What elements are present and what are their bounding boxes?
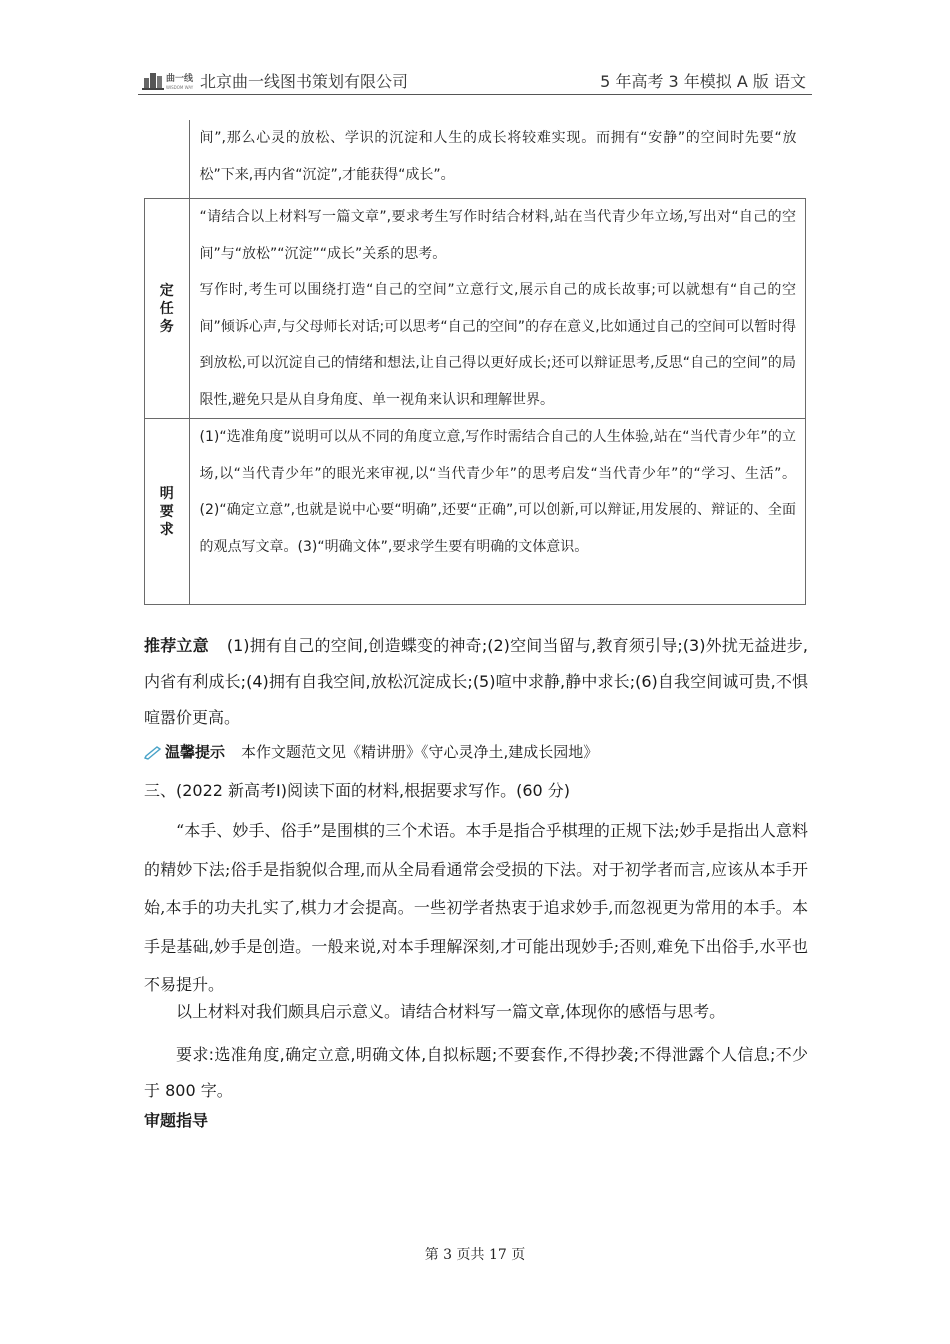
pencil-icon: [144, 746, 162, 760]
recommend-text: (1)拥有自己的空间,创造蝶变的神奇;(2)空间当留与,教育须引导;(3)外扰无益进步,内省有利成长;(4)拥有自我空间,放松沉淀成长;(5)喧中求静,静中求长;(6)自我空间诚可贵,不惧喧嚣价更高。: [144, 636, 808, 727]
svg-text:曲一线: 曲一线: [166, 74, 194, 84]
svg-text:WISDOM WAY: WISDOM WAY: [166, 85, 194, 90]
row-label-text: 定任务: [159, 282, 174, 335]
row-label: [145, 419, 190, 605]
row-content: 间”,那么心灵的放松、学识的沉淀和人生的成长将较难实现。而拥有“安静”的空间时先要“放松”下来,再内省“沉淀”,才能获得“成长”。: [189, 120, 806, 199]
row-label-empty: [145, 120, 190, 199]
row-label: [145, 199, 190, 419]
recommended-theses: [144, 628, 808, 736]
table-row: [145, 199, 806, 419]
table-row: [145, 419, 806, 605]
page-header: [138, 66, 812, 95]
task-paragraph-2: 写作时,考生可以围绕打造“自己的空间”立意行文,展示自己的成长故事;可以就想有“自己的空间”倾诉心声,与父母师长对话;可以思考“自己的空间”的存在意义,比如通过自己的空间可以暂时得到放松,可以沉淀自己的情绪和想法,让自己得以更好成长;还可以辩证思考,反思“自己的空间”的局限性,避免只是从自身角度、单一视角来认识和理解世界。: [199, 282, 796, 408]
row-label-text: 明要求: [159, 485, 174, 538]
page-number: 第 3 页共 17 页: [424, 1247, 526, 1263]
tip-line: [144, 741, 808, 763]
section-heading: 审题指导: [144, 1111, 209, 1130]
row-content: [189, 199, 806, 419]
question-title: 三、(2022 新高考Ⅰ)阅读下面的材料,根据要求写作。(60 分): [144, 781, 571, 800]
company-name: 北京曲一线图书策划有限公司: [200, 72, 409, 91]
recommend-label: 推荐立意: [144, 636, 209, 655]
publisher-logo: [142, 68, 198, 92]
tip-label: 温馨提示: [165, 743, 226, 761]
question-prompt: 以上材料对我们颇具启示意义。请结合材料写一篇文章,体现你的感悟与思考。: [176, 1002, 726, 1021]
question-requirement: 要求:选准角度,确定立意,明确文体,自拟标题;不要套作,不得抄袭;不得泄露个人信息;不少于 800 字。: [144, 1045, 808, 1100]
task-paragraph-1: “请结合以上材料写一篇文章”,要求考生写作时结合材料,站在当代青少年立场,写出对“自己的空间”与“放松”“沉淀”“成长”关系的思考。: [199, 209, 796, 262]
analysis-table: [144, 120, 806, 605]
book-title: 5 年高考 3 年模拟 A 版 语文: [600, 72, 806, 91]
question-material: “本手、妙手、俗手”是围棋的三个术语。本手是指合乎棋理的正规下法;妙手是指出人意料的精妙下法;俗手是指貌似合理,而从全局看通常会受损的下法。对于初学者而言,应该从本手开始,本手的功夫扎实了,棋力才会提高。一些初学者热衷于追求妙手,而忽视更为常用的本手。本手是基础,妙手是创造。一般来说,对本手理解深刻,才可能出现妙手;否则,难免下出俗手,水平也不易提升。: [144, 821, 808, 994]
tip-text: 本作文题范文见《精讲册》《守心灵净土,建成长园地》: [241, 743, 599, 761]
table-row: [145, 120, 806, 199]
row-content: (1)“选准角度”说明可以从不同的角度立意,写作时需结合自己的人生体验,站在“当代青少年”的立场,以“当代青少年”的眼光来审视,以“当代青少年”的思考启发“当代青少年”的“学习、生活”。(2)“确定立意”,也就是说中心要“明确”,还要“正确”,可以创新,可以辩证,用发展的、辩证的、全面的观点写文章。(3)“明确文体”,要求学生要有明确的文体意识。: [189, 419, 806, 605]
